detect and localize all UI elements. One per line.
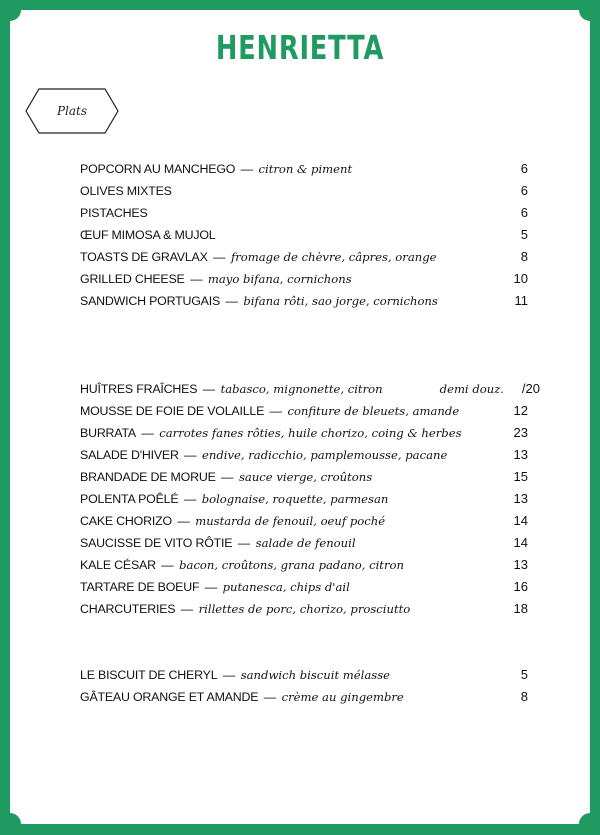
menu-item-separator: — — [201, 580, 221, 594]
menu-item — [80, 268, 528, 290]
menu-item-description: sauce vierge, croûtons — [238, 470, 373, 484]
menu-item — [80, 598, 528, 620]
menu-item-price: 8 — [520, 249, 528, 264]
menu-item-separator: — — [157, 558, 178, 572]
menu-item-price: 8 — [520, 689, 528, 704]
menu-item-name: BURRATA — [80, 426, 136, 440]
menu-item-name: ŒUF MIMOSA & MUJOL — [80, 228, 216, 242]
menu-item-separator: — — [237, 162, 257, 176]
menu-item-price: 5 — [520, 667, 528, 682]
menu-item-price: 14 — [513, 513, 528, 528]
menu-item-price: 13 — [513, 557, 528, 572]
menu-item-name: CAKE CHORIZO — [80, 514, 172, 528]
menu-item — [80, 202, 528, 224]
menu-item-name: HUÎTRES FRAÎCHES — [80, 382, 198, 396]
menu-item-name: LE BISCUIT DE CHERYL — [80, 668, 218, 682]
menu-item-description: bifana rôti, sao jorge, cornichons — [243, 294, 438, 308]
menu-item — [80, 554, 528, 576]
menu-item — [80, 532, 528, 554]
menu-item-description: sandwich biscuit mélasse — [240, 668, 391, 682]
menu-item-separator: — — [219, 668, 239, 682]
menu-item-name: TARTARE DE BOEUF — [80, 580, 200, 594]
menu-item-name: MOUSSE DE FOIE DE VOLAILLE — [80, 404, 265, 418]
menu-item-price: 11 — [514, 293, 528, 308]
menu-item-name: SAUCISSE DE VITO RÔTIE — [80, 536, 233, 550]
section-badge — [25, 88, 119, 134]
menu-item-price: 13 — [513, 491, 528, 506]
menu-item-separator: — — [209, 250, 229, 264]
menu-item-name: SALADE D'HIVER — [80, 448, 179, 462]
menu-item — [80, 224, 528, 246]
menu-item-description: citron & piment — [258, 162, 353, 176]
menu-item-price: 15 — [513, 469, 528, 484]
menu-item-name: TOASTS DE GRAVLAX — [80, 250, 208, 264]
menu-item-description: bacon, croûtons, grana padano, citron — [179, 558, 404, 572]
badge-label: Plats — [56, 104, 88, 118]
menu-item-name: CHARCUTERIES — [80, 602, 176, 616]
menu-item-description: fromage de chèvre, câpres, orange — [230, 250, 437, 264]
menu-section-mains — [80, 378, 540, 620]
menu-item — [80, 400, 528, 422]
menu-item-price: 10 — [513, 271, 528, 286]
menu-item-separator: — — [199, 382, 219, 396]
corner-notch — [579, 813, 600, 835]
corner-notch — [579, 0, 600, 21]
menu-item-name: GÂTEAU ORANGE ET AMANDE — [80, 690, 259, 704]
menu-item-name: BRANDADE DE MORUE — [80, 470, 216, 484]
menu-item — [80, 576, 528, 598]
menu-item-separator: — — [186, 272, 206, 286]
menu-item-description: endive, radicchio, pamplemousse, pacane — [202, 448, 448, 462]
menu-item-price: 6 — [520, 161, 528, 176]
menu-section-desserts — [80, 664, 528, 708]
menu-item-price: 14 — [513, 535, 528, 550]
menu-item-description: carrotes fanes rôties, huile chorizo, coing & herbes — [159, 426, 462, 440]
menu-item-description: salade de fenouil — [255, 536, 356, 550]
menu-item-separator: — — [217, 470, 237, 484]
menu-item — [80, 686, 528, 708]
menu-item-description: bolognaise, roquette, parmesan — [201, 492, 389, 506]
menu-item-price: 18 — [513, 601, 528, 616]
menu-item-separator: — — [266, 404, 286, 418]
menu-item — [80, 422, 528, 444]
menu-item-name: OLIVES MIXTES — [80, 184, 172, 198]
menu-item-separator: — — [180, 448, 201, 462]
menu-item-note: demi douz. — [439, 382, 504, 396]
menu-item — [80, 180, 528, 202]
menu-item — [80, 510, 528, 532]
menu-item — [80, 158, 528, 180]
menu-item-description: confiture de bleuets, amande — [287, 404, 460, 418]
menu-item-price: 13 — [513, 447, 528, 462]
corner-notch — [0, 0, 21, 21]
menu-item-description: rillettes de porc, chorizo, prosciutto — [198, 602, 411, 616]
menu-item-separator: — — [177, 602, 197, 616]
menu-item-price: 16 — [513, 579, 528, 594]
menu-item-price: 6 — [520, 183, 528, 198]
menu-item-separator: — — [234, 536, 254, 550]
menu-item — [80, 664, 528, 686]
menu-item-separator: — — [260, 690, 280, 704]
menu-item — [80, 466, 528, 488]
menu-item-price: 23 — [513, 425, 528, 440]
menu-item-description: mayo bifana, cornichons — [207, 272, 352, 286]
menu-item-name: GRILLED CHEESE — [80, 272, 185, 286]
menu-page — [10, 10, 590, 824]
restaurant-title: HENRIETTA — [215, 28, 385, 67]
menu-item — [80, 488, 528, 510]
menu-item-description: tabasco, mignonette, citron — [220, 382, 383, 396]
menu-item-description: crème au gingembre — [281, 690, 404, 704]
menu-item-description: putanesca, chips d'ail — [222, 580, 350, 594]
menu-item — [80, 378, 540, 400]
menu-item-separator: — — [222, 294, 242, 308]
menu-item-name: SANDWICH PORTUGAIS — [80, 294, 221, 308]
menu-item — [80, 444, 528, 466]
corner-notch — [0, 813, 21, 835]
menu-section-plats — [80, 158, 528, 312]
menu-item-separator: — — [180, 492, 200, 506]
menu-item-price: 5 — [520, 227, 528, 242]
menu-item-price: /20 — [521, 381, 540, 396]
menu-item-description: mustarda de fenouil, oeuf poché — [195, 514, 386, 528]
menu-item-price: 12 — [513, 403, 528, 418]
menu-item-separator: — — [173, 514, 194, 528]
menu-item-name: POPCORN AU MANCHEGO — [80, 162, 236, 176]
menu-item — [80, 290, 528, 312]
menu-item-name: PISTACHES — [80, 206, 148, 220]
menu-item-name: POLENTA POÊLÉ — [80, 492, 179, 506]
menu-item-name: KALE CÉSAR — [80, 558, 156, 572]
menu-item-price: 6 — [520, 205, 528, 220]
menu-item — [80, 246, 528, 268]
menu-item-separator: — — [137, 426, 158, 440]
